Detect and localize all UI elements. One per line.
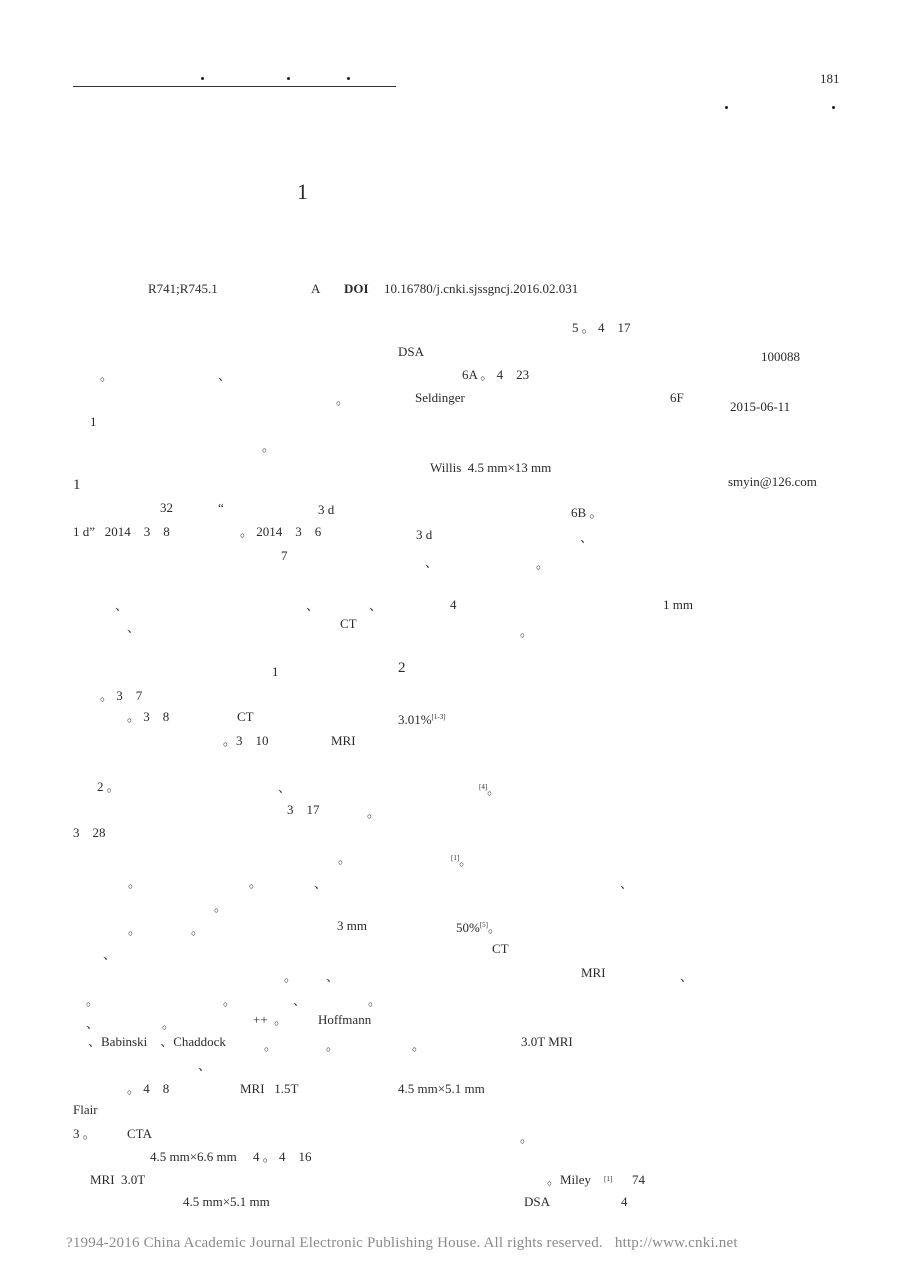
text-fragment: 74 [632, 1172, 645, 1187]
text-fragment: 、 [369, 598, 383, 613]
citation-fragment: [1] [604, 1175, 613, 1183]
text-fragment: 、 [425, 555, 439, 570]
text-fragment: CT [492, 941, 509, 956]
text-fragment: 3 d [318, 502, 335, 517]
text-fragment: MRI [581, 965, 606, 980]
section-2-heading: 2 [398, 660, 406, 676]
text-fragment: 、 [680, 969, 694, 984]
text-fragment: 。 4 8 [127, 1081, 170, 1096]
doi-value: 10.16780/j.cnki.sjssgncj.2016.02.031 [384, 281, 579, 296]
text-fragment: 3.0T MRI [521, 1034, 573, 1049]
section-1-heading: 1 [73, 477, 81, 493]
text-fragment: 、 [293, 993, 307, 1008]
header-dot [725, 106, 728, 109]
text-fragment: 6B 。 [571, 505, 603, 520]
header-rule [73, 86, 396, 87]
text-fragment: 7 [281, 548, 288, 563]
text-fragment: 。 [86, 993, 100, 1008]
doi-label: DOI [344, 281, 369, 296]
text-fragment: 。 [249, 875, 263, 890]
page-number: 181 [820, 71, 840, 86]
text-fragment: 。 [191, 922, 205, 937]
text-fragment: 32 [160, 500, 173, 515]
text-fragment: DSA [398, 344, 425, 359]
header-dot [201, 77, 204, 80]
text-fragment: 。 [367, 805, 381, 820]
text-fragment: 。 [336, 392, 350, 407]
text-fragment: 、 [314, 876, 328, 891]
title-fragment: 1 [297, 179, 308, 204]
text-fragment: 4.5 mm×6.6 mm 4 。 4 16 [150, 1149, 312, 1164]
text-fragment: 。 [223, 993, 237, 1008]
text-fragment: 3 17 [287, 802, 320, 817]
text-fragment: 4.5 mm×5.1 mm [183, 1194, 270, 1209]
text-fragment: 2 。 [97, 779, 120, 794]
text-fragment: 。 [536, 556, 550, 571]
text-fragment: 。 [128, 875, 142, 890]
text-fragment: 3 d [416, 527, 433, 542]
header-dot [347, 77, 350, 80]
text-fragment: 。 3 7 [100, 688, 143, 703]
text-fragment: 。 3 8 [127, 709, 170, 724]
text-fragment: Flair [73, 1102, 98, 1117]
text-fragment: 1 mm [663, 597, 693, 612]
text-fragment: 、 [620, 876, 634, 891]
text-fragment: 、Babinski 、Chaddock [88, 1034, 226, 1049]
text-fragment: 5 。 4 17 [572, 320, 631, 335]
text-fragment: 1 [272, 664, 279, 679]
text-fragment: 、 [580, 530, 594, 545]
text-fragment: 、 [103, 947, 117, 962]
text-fragment: 。 [338, 851, 352, 866]
text-fragment: 3 mm [337, 918, 367, 933]
text-fragment: 。 [520, 1130, 534, 1145]
text-fragment: CT [237, 709, 254, 724]
text-fragment: MRI 3.0T [90, 1172, 146, 1187]
text-fragment: Hoffmann [318, 1012, 372, 1027]
cnki-link[interactable]: http://www.cnki.net [614, 1235, 738, 1251]
citation-fragment: [4]。 [479, 782, 501, 797]
author-email: smyin@126.com [728, 474, 817, 489]
clc-number: R741;R745.1 [148, 281, 218, 296]
text-fragment: 、 [278, 780, 292, 795]
text-fragment: 。 [520, 624, 534, 639]
text-fragment: ++ 。 [253, 1012, 288, 1027]
text-fragment: “ [218, 500, 224, 515]
text-fragment: 。 2014 3 6 [240, 524, 322, 539]
text-fragment: MRI [331, 733, 356, 748]
text-fragment: 、 [115, 598, 129, 613]
text-fragment: 。 [368, 993, 382, 1008]
text-fragment: Willis 4.5 mm×13 mm [430, 460, 552, 475]
text-fragment: 1 d” 2014 3 8 [73, 524, 170, 539]
text-fragment: 。 [162, 1016, 176, 1031]
text-fragment: 4 [450, 597, 457, 612]
citation-fragment: 3.01%[1-3] [398, 712, 446, 727]
text-fragment: 、 [127, 620, 141, 635]
text-fragment: 。Miley [547, 1172, 592, 1187]
text-fragment: 。3 10 [223, 733, 269, 748]
text-fragment: 4.5 mm×5.1 mm [398, 1081, 485, 1096]
text-fragment: 。 [128, 922, 142, 937]
text-fragment: MRI 1.5T [240, 1081, 299, 1096]
text-fragment: 6F [670, 390, 684, 405]
text-fragment: 6A 。 4 23 [462, 367, 530, 382]
text-fragment: 、 [306, 598, 320, 613]
text-fragment: DSA [524, 1194, 551, 1209]
received-date: 2015-06-11 [730, 399, 791, 414]
text-fragment: 。 [326, 1038, 340, 1053]
text-fragment: Seldinger [415, 390, 465, 405]
citation-fragment: [1]。 [451, 853, 473, 868]
text-fragment: 1 [90, 414, 97, 429]
copyright-text: ?1994-2016 China Academic Journal Electronic Publishing House. All rights reserved. [66, 1235, 603, 1251]
text-fragment: 。 [100, 368, 114, 383]
text-fragment: 、 [198, 1058, 212, 1073]
text-fragment: CTA [127, 1126, 152, 1141]
text-fragment: 。 [214, 899, 228, 914]
copyright-footer [66, 1236, 738, 1251]
header-dot [832, 106, 835, 109]
postcode: 100088 [761, 349, 800, 364]
text-fragment: 、 [218, 368, 232, 383]
header-dot [287, 77, 290, 80]
text-fragment: 。 [412, 1038, 426, 1053]
text-fragment: 。 [262, 439, 276, 454]
text-fragment: 3 。 [73, 1126, 96, 1141]
text-fragment: CT [340, 616, 357, 631]
text-fragment: 。 [264, 1038, 278, 1053]
text-fragment: 3 28 [73, 825, 106, 840]
text-fragment: 、 [326, 969, 340, 984]
text-fragment: 。 [284, 969, 298, 984]
citation-fragment: 50%[5]。 [456, 920, 502, 935]
text-fragment: 、 [86, 1016, 100, 1031]
text-fragment: 4 [621, 1194, 628, 1209]
document-code: A [311, 281, 321, 296]
